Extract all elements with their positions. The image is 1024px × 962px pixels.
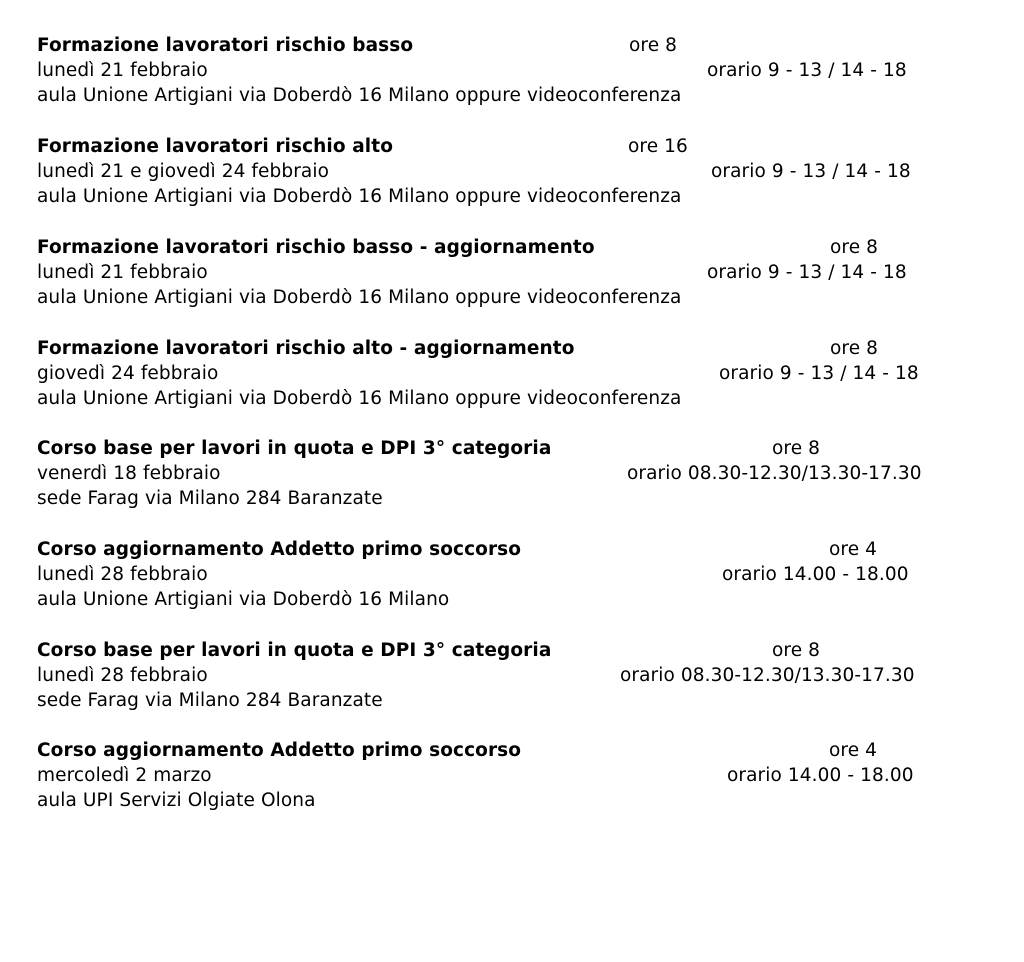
course-title: Formazione lavoratori rischio basso	[37, 35, 414, 56]
course-date: lunedì 21 febbraio	[37, 60, 208, 81]
course-schedule: orario 14.00 - 18.00	[727, 765, 914, 786]
course-schedule: orario 14.00 - 18.00	[722, 564, 909, 585]
course-entry	[0, 235, 1024, 311]
course-date: lunedì 28 febbraio	[37, 665, 208, 686]
course-location: aula Unione Artigiani via Doberdò 16 Milano oppure videoconferenza	[37, 388, 682, 409]
course-schedule: orario 9 - 13 / 14 - 18	[711, 161, 911, 182]
course-title: Corso aggiornamento Addetto primo soccorso	[37, 740, 522, 761]
course-entry	[0, 638, 1024, 714]
course-location: sede Farag via Milano 284 Baranzate	[37, 488, 383, 509]
course-hours: ore 8	[772, 438, 821, 459]
course-location: aula Unione Artigiani via Doberdò 16 Milano oppure videoconferenza	[37, 85, 682, 106]
course-hours: ore 4	[829, 539, 878, 560]
course-hours: ore 8	[629, 35, 678, 56]
course-entry	[0, 33, 1024, 109]
course-date: mercoledì 2 marzo	[37, 765, 212, 786]
course-location: aula Unione Artigiani via Doberdò 16 Milano	[37, 589, 450, 610]
course-title: Corso aggiornamento Addetto primo soccorso	[37, 539, 522, 560]
course-schedule: orario 9 - 13 / 14 - 18	[707, 262, 907, 283]
course-entry	[0, 537, 1024, 613]
course-schedule: orario 08.30-12.30/13.30-17.30	[627, 463, 922, 484]
course-hours: ore 4	[829, 740, 878, 761]
course-title: Corso base per lavori in quota e DPI 3° categoria	[37, 438, 552, 459]
course-title: Formazione lavoratori rischio alto	[37, 136, 394, 157]
course-location: aula UPI Servizi Olgiate Olona	[37, 790, 316, 811]
course-title: Corso base per lavori in quota e DPI 3° categoria	[37, 640, 552, 661]
course-date: lunedì 21 e giovedì 24 febbraio	[37, 161, 330, 182]
course-entry	[0, 336, 1024, 412]
course-schedule: orario 08.30-12.30/13.30-17.30	[620, 665, 915, 686]
course-title: Formazione lavoratori rischio basso - aggiornamento	[37, 237, 595, 258]
course-date: lunedì 21 febbraio	[37, 262, 208, 283]
course-location: aula Unione Artigiani via Doberdò 16 Milano oppure videoconferenza	[37, 186, 682, 207]
course-date: venerdì 18 febbraio	[37, 463, 221, 484]
course-date: giovedì 24 febbraio	[37, 363, 219, 384]
course-schedule: orario 9 - 13 / 14 - 18	[707, 60, 907, 81]
course-entry	[0, 134, 1024, 210]
course-entry	[0, 436, 1024, 512]
course-location: sede Farag via Milano 284 Baranzate	[37, 690, 383, 711]
course-hours: ore 16	[628, 136, 688, 157]
course-schedule: orario 9 - 13 / 14 - 18	[719, 363, 919, 384]
course-entry	[0, 738, 1024, 814]
course-date: lunedì 28 febbraio	[37, 564, 208, 585]
course-hours: ore 8	[830, 237, 879, 258]
course-location: aula Unione Artigiani via Doberdò 16 Milano oppure videoconferenza	[37, 287, 682, 308]
course-title: Formazione lavoratori rischio alto - aggiornamento	[37, 338, 575, 359]
course-hours: ore 8	[772, 640, 821, 661]
course-hours: ore 8	[830, 338, 879, 359]
